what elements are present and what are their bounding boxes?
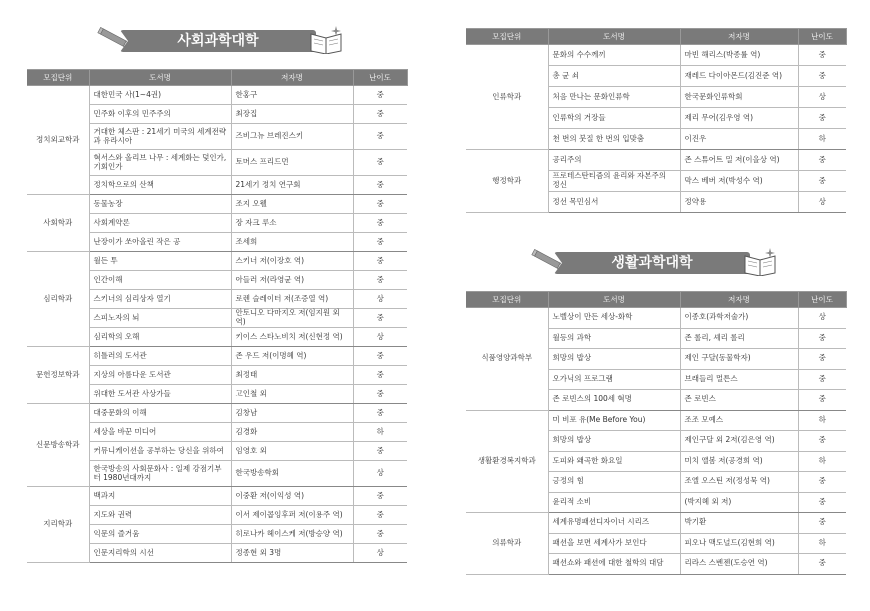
difficulty-cell: 상 xyxy=(798,87,846,108)
author-cell: 임영호 외 xyxy=(231,442,353,461)
author-cell: 장 자크 루소 xyxy=(231,214,353,233)
difficulty-cell: 중 xyxy=(798,349,846,370)
difficulty-cell: 상 xyxy=(798,192,846,213)
author-cell: 제인구달 외 2저(김은영 역) xyxy=(680,431,798,452)
author-cell: 재레드 다이아몬드(김진준 역) xyxy=(680,66,798,87)
header-level: 난이도 xyxy=(798,292,846,308)
difficulty-cell: 중 xyxy=(353,366,407,385)
difficulty-cell: 중 xyxy=(353,271,407,290)
book-title-cell: 난장이가 쏘아올린 작은 공 xyxy=(89,233,231,252)
difficulty-cell: 중 xyxy=(353,309,407,328)
book-title-cell: 거대한 체스판 : 21세기 미국의 세계전략과 유라시아 xyxy=(89,124,231,150)
author-cell: 즈비그뉴 브레진스키 xyxy=(231,124,353,150)
book-icon xyxy=(308,24,344,54)
book-title-cell: 문화의 수수께끼 xyxy=(548,45,680,66)
author-cell: 미치 앨봄 저(공경희 역) xyxy=(680,451,798,472)
book-title-cell: 커뮤니케이션을 공부하는 당신을 위하여 xyxy=(89,442,231,461)
header-unit: 모집단위 xyxy=(466,29,548,45)
header-author: 저자명 xyxy=(680,292,798,308)
table-row xyxy=(27,252,407,271)
author-cell: 김창남 xyxy=(231,404,353,423)
book-title-cell: 공리주의 xyxy=(548,150,680,171)
author-cell: 존 스튜어트 밀 저(이을상 역) xyxy=(680,150,798,171)
book-title-cell: 히틀러의 도서관 xyxy=(89,347,231,366)
author-cell: 피오나 맥도널드(김현희 역) xyxy=(680,533,798,554)
author-cell: 한국문화인류학회 xyxy=(680,87,798,108)
author-cell: 이중환 저(이익성 역) xyxy=(231,487,353,506)
social-science-banner xyxy=(96,24,344,54)
difficulty-cell: 상 xyxy=(353,544,407,563)
book-title-cell: 대한민국 사(1~4권) xyxy=(89,86,231,105)
author-cell: 존 롤리, 셰리 롤리 xyxy=(680,328,798,349)
book-title-cell: 사회계약론 xyxy=(89,214,231,233)
book-title-cell: 희망의 밥상 xyxy=(548,431,680,452)
book-title-cell: 패션을 보면 세계사가 보인다 xyxy=(548,533,680,554)
table-row xyxy=(27,487,407,506)
difficulty-cell: 중 xyxy=(353,214,407,233)
header-title: 도서명 xyxy=(548,29,680,45)
department-cell: 정치외교학과 xyxy=(27,86,89,195)
difficulty-cell: 중 xyxy=(353,442,407,461)
header-unit: 모집단위 xyxy=(27,70,89,86)
author-cell: 브래들리 멀튼스 xyxy=(680,369,798,390)
difficulty-cell: 상 xyxy=(798,308,846,329)
difficulty-cell: 중 xyxy=(353,506,407,525)
author-cell: 토머스 프리드먼 xyxy=(231,150,353,176)
table-row xyxy=(27,195,407,214)
difficulty-cell: 중 xyxy=(798,108,846,129)
table-row xyxy=(27,347,407,366)
section-title: 생활과학대학 xyxy=(611,255,693,271)
difficulty-cell: 중 xyxy=(798,369,846,390)
author-cell: 최정태 xyxy=(231,366,353,385)
department-cell: 심리학과 xyxy=(27,252,89,347)
difficulty-cell: 중 xyxy=(353,195,407,214)
header-level: 난이도 xyxy=(353,70,407,86)
book-title-cell: 스피노자의 뇌 xyxy=(89,309,231,328)
difficulty-cell: 상 xyxy=(353,290,407,309)
header-unit: 모집단위 xyxy=(466,292,548,308)
book-title-cell: 천 번의 붓질 한 번의 입맞춤 xyxy=(548,129,680,150)
difficulty-cell: 중 xyxy=(798,472,846,493)
difficulty-cell: 하 xyxy=(798,451,846,472)
table-row xyxy=(27,86,407,105)
department-cell: 인류학과 xyxy=(466,45,548,150)
header-author: 저자명 xyxy=(231,70,353,86)
author-cell: 로렌 슬레이터 저(조증열 역) xyxy=(231,290,353,309)
book-icon xyxy=(742,246,778,276)
table-row xyxy=(466,45,846,66)
department-cell: 문헌정보학과 xyxy=(27,347,89,404)
book-title-cell: 혁서스와 올리브 나무 : 세계화는 덫인가, 기회인가 xyxy=(89,150,231,176)
header-title: 도서명 xyxy=(548,292,680,308)
author-cell: 한홍구 xyxy=(231,86,353,105)
difficulty-cell: 중 xyxy=(353,150,407,176)
author-cell: (박지혜 외 저) xyxy=(680,492,798,513)
difficulty-cell: 하 xyxy=(353,423,407,442)
book-title-cell: 한국방송의 사회문화사 : 일제 강점기부터 1980년대까지 xyxy=(89,461,231,487)
author-cell: 이진우 xyxy=(680,129,798,150)
life-science-book-table xyxy=(466,291,847,575)
author-cell: 김경화 xyxy=(231,423,353,442)
table-row xyxy=(27,404,407,423)
book-title-cell: 위대한 도서관 사상가들 xyxy=(89,385,231,404)
table-row xyxy=(466,410,846,431)
book-title-cell: 정선 목민심서 xyxy=(548,192,680,213)
author-cell: 제인 구달(동물학자) xyxy=(680,349,798,370)
author-cell: 이종호(과학저술가) xyxy=(680,308,798,329)
book-title-cell: 심리학의 오해 xyxy=(89,328,231,347)
book-title-cell: 세계유명패션디자이너 시리즈 xyxy=(548,513,680,534)
book-title-cell: 익문의 즐거움 xyxy=(89,525,231,544)
department-cell: 생활환경복지학과 xyxy=(466,410,548,513)
section-title: 사회과학대학 xyxy=(177,33,259,49)
table-row xyxy=(466,308,846,329)
difficulty-cell: 상 xyxy=(353,328,407,347)
life-science-banner xyxy=(530,246,778,276)
difficulty-cell: 하 xyxy=(798,410,846,431)
difficulty-cell: 중 xyxy=(353,487,407,506)
difficulty-cell: 상 xyxy=(353,461,407,487)
difficulty-cell: 중 xyxy=(798,150,846,171)
difficulty-cell: 중 xyxy=(353,525,407,544)
book-title-cell: 정치학으로의 산책 xyxy=(89,176,231,195)
author-cell: 막스 베버 저(박성수 역) xyxy=(680,171,798,192)
department-cell: 사회학과 xyxy=(27,195,89,252)
department-cell: 의류학과 xyxy=(466,513,548,575)
author-cell: 키이스 스타노비치 저(신현정 역) xyxy=(231,328,353,347)
header-title: 도서명 xyxy=(89,70,231,86)
author-cell: 정약용 xyxy=(680,192,798,213)
difficulty-cell: 중 xyxy=(798,431,846,452)
difficulty-cell: 중 xyxy=(353,233,407,252)
author-cell: 아들러 저(라영균 역) xyxy=(231,271,353,290)
author-cell: 조세희 xyxy=(231,233,353,252)
book-title-cell: 인문지리학의 시선 xyxy=(89,544,231,563)
social-science-book-table xyxy=(27,69,408,563)
author-cell: 한국방송학회 xyxy=(231,461,353,487)
difficulty-cell: 중 xyxy=(353,252,407,271)
difficulty-cell: 중 xyxy=(798,171,846,192)
author-cell: 안토니오 다마지오 저(임지원 외 역) xyxy=(231,309,353,328)
book-title-cell: 총 균 쇠 xyxy=(548,66,680,87)
book-title-cell: 프로테스탄티즘의 윤리와 자본주의 정신 xyxy=(548,171,680,192)
book-title-cell: 월등의 과학 xyxy=(548,328,680,349)
difficulty-cell: 중 xyxy=(798,390,846,411)
author-cell: 마빈 해리스(박종률 역) xyxy=(680,45,798,66)
table-header-row xyxy=(466,29,846,45)
author-cell: 조조 모예스 xyxy=(680,410,798,431)
author-cell: 박기환 xyxy=(680,513,798,534)
author-cell: 21세기 정치 연구회 xyxy=(231,176,353,195)
author-cell: 정종현 외 3명 xyxy=(231,544,353,563)
difficulty-cell: 중 xyxy=(798,513,846,534)
book-title-cell: 윤리적 소비 xyxy=(548,492,680,513)
author-cell: 히로나카 헤이스케 저(방승양 역) xyxy=(231,525,353,544)
book-title-cell: 미 비포 유(Me Before You) xyxy=(548,410,680,431)
table-row xyxy=(466,513,846,534)
difficulty-cell: 중 xyxy=(353,404,407,423)
header-author: 저자명 xyxy=(680,29,798,45)
difficulty-cell: 중 xyxy=(353,105,407,124)
book-title-cell: 동물농장 xyxy=(89,195,231,214)
book-title-cell: 긍정의 힘 xyxy=(548,472,680,493)
difficulty-cell: 중 xyxy=(798,45,846,66)
difficulty-cell: 중 xyxy=(798,66,846,87)
table-header-row xyxy=(466,292,846,308)
book-title-cell: 패션쇼와 패션에 대한 철학의 대담 xyxy=(548,554,680,575)
department-cell: 행정학과 xyxy=(466,150,548,213)
table-row xyxy=(466,150,846,171)
book-title-cell: 민주화 이후의 민주주의 xyxy=(89,105,231,124)
author-cell: 제리 무어(김우영 역) xyxy=(680,108,798,129)
book-title-cell: 희망의 밥상 xyxy=(548,349,680,370)
book-title-cell: 처음 만나는 문화인류학 xyxy=(548,87,680,108)
author-cell: 이서 제이콥잉후퍼 저(이용주 역) xyxy=(231,506,353,525)
book-title-cell: 세상을 바꾼 미디어 xyxy=(89,423,231,442)
book-title-cell: 대중문화의 이해 xyxy=(89,404,231,423)
book-title-cell: 도피와 왜곡한 화요일 xyxy=(548,451,680,472)
book-title-cell: 지상의 아름다운 도서관 xyxy=(89,366,231,385)
author-cell: 고인철 외 xyxy=(231,385,353,404)
author-cell: 리라스 스벤젠(도승연 역) xyxy=(680,554,798,575)
department-cell: 지리학과 xyxy=(27,487,89,563)
difficulty-cell: 하 xyxy=(798,533,846,554)
author-cell: 조엘 오스틴 저(정성묵 역) xyxy=(680,472,798,493)
book-title-cell: 존 로빈스의 100세 혁명 xyxy=(548,390,680,411)
book-title-cell: 지도와 권력 xyxy=(89,506,231,525)
book-title-cell: 노벨상이 만든 세상-화학 xyxy=(548,308,680,329)
social-science-continued-table xyxy=(466,28,847,213)
book-title-cell: 인간이해 xyxy=(89,271,231,290)
difficulty-cell: 중 xyxy=(798,554,846,575)
difficulty-cell: 중 xyxy=(353,124,407,150)
department-cell: 신문방송학과 xyxy=(27,404,89,487)
book-title-cell: 스키너의 심리상자 열기 xyxy=(89,290,231,309)
header-level: 난이도 xyxy=(798,29,846,45)
difficulty-cell: 중 xyxy=(353,176,407,195)
table-header-row xyxy=(27,70,407,86)
difficulty-cell: 중 xyxy=(353,347,407,366)
difficulty-cell: 중 xyxy=(798,328,846,349)
difficulty-cell: 하 xyxy=(798,129,846,150)
book-title-cell: 월든 투 xyxy=(89,252,231,271)
difficulty-cell: 중 xyxy=(353,385,407,404)
author-cell: 스키너 저(이장호 역) xyxy=(231,252,353,271)
author-cell: 조지 오웰 xyxy=(231,195,353,214)
author-cell: 존 우드 저(이명혜 역) xyxy=(231,347,353,366)
author-cell: 최장집 xyxy=(231,105,353,124)
author-cell: 존 로빈스 xyxy=(680,390,798,411)
department-cell: 식품영양과학부 xyxy=(466,308,548,411)
book-title-cell: 백과지 xyxy=(89,487,231,506)
book-title-cell: 인류학의 거장들 xyxy=(548,108,680,129)
difficulty-cell: 중 xyxy=(798,492,846,513)
book-title-cell: 오가닉의 프로그램 xyxy=(548,369,680,390)
difficulty-cell: 중 xyxy=(353,86,407,105)
